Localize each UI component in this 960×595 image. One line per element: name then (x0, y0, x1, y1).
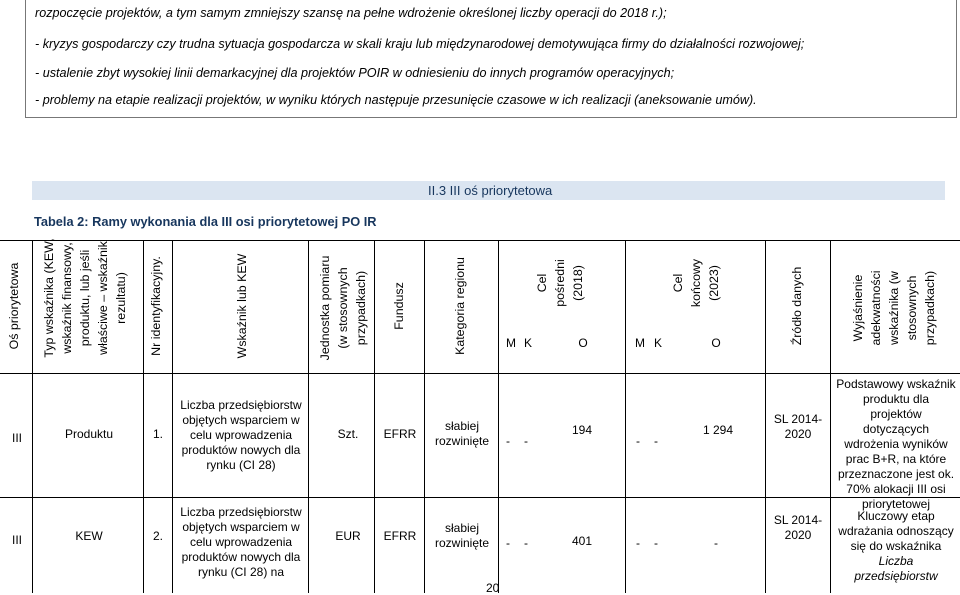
cell-ck-o: - (714, 536, 718, 550)
cell-cp-o: 401 (571, 534, 593, 548)
header-wyjasnienie: Wyjaśnienie adekwatności wskaźnika (w stosownych przypadkach) (851, 270, 937, 346)
page-number: 20 (486, 581, 500, 595)
cell-wyjasnienie (836, 509, 956, 584)
cell-kategoria: słabiej rozwinięte (434, 419, 490, 448)
header-m: M (635, 336, 645, 350)
cell-ck-o: 1 294 (702, 423, 734, 437)
cell-cp-m: - (506, 536, 510, 550)
cell-os: III (11, 533, 22, 547)
cell-cp-k: - (524, 434, 528, 448)
cell-cp-o: 194 (571, 423, 593, 437)
cell-os: III (11, 431, 22, 445)
header-zrodlo: Źródło danych (790, 266, 804, 346)
cell-typ: KEW (75, 529, 103, 543)
header-wsk: Wskaźnik lub KEW (235, 253, 249, 359)
bullet-line: - kryzys gospodarczy czy trudna sytuacja gospodarcza w skali kraju lub międzynarodowej demotywująca firmy do działalności rozwojowej; (35, 37, 805, 51)
cell-wyjasnienie: Podstawowy wskaźnik produktu dla projektów dotyczących wdrożenia wyników prac B+R, na które przeznaczone jest ok. 70% alokacji III osi priorytetowej (836, 377, 956, 511)
header-cel-posredni: Cel pośredni (2018) (535, 259, 585, 307)
cell-cp-k: - (524, 536, 528, 550)
cell-ck-m: - (636, 434, 640, 448)
cell-wyjasnienie-italic: Liczba przedsiębiorstw (854, 554, 938, 583)
cell-jednostka: EUR (335, 529, 361, 543)
cell-jednostka: Szt. (337, 427, 359, 441)
bullet-line: rozpoczęcie projektów, a tym samym zmniejszy szansę na pełne wdrożenie określonej liczby operacji do 2018 r.); (35, 6, 667, 20)
bullet-line: - ustalenie zbyt wysokiej linii demarkacyjnej dla projektów POIR w odniesieniu do innych programów operacyjnych; (35, 66, 675, 80)
section-title: II.3 III oś priorytetowa (428, 183, 553, 198)
cell-ck-k: - (654, 536, 658, 550)
header-nr: Nr identyfikacyjny. (149, 256, 163, 356)
header-cel-koncowy: Cel końcowy (2023) (671, 258, 721, 308)
cell-nr: 2. (152, 529, 163, 543)
table-caption: Tabela 2: Ramy wykonania dla III osi priorytetowej PO IR (34, 214, 377, 229)
cell-ck-m: - (636, 536, 640, 550)
cell-ck-k: - (654, 434, 658, 448)
header-m: M (506, 336, 516, 350)
cell-kategoria: słabiej rozwinięte (434, 521, 490, 550)
header-jedn: Jednostka pomiaru (w stosownych przypadkach) (318, 255, 368, 361)
cell-wskaznik: Liczba przedsiębiorstw objętych wsparciem w celu wprowadzenia produktów nowych dla rynku (CI 28) na (180, 505, 302, 579)
bullet-line: - problemy na etapie realizacji projektów, w wyniku których następuje przesunięcie czasowe w ich realizacji (aneksowanie umów). (35, 93, 757, 107)
header-fundusz: Fundusz (392, 282, 406, 330)
header-typ: Typ wskaźnika (KEW, wskaźnik finansowy, produktu, lub jeśli właściwe – wskaźnik rezultatu) (42, 238, 128, 358)
cell-fundusz: EFRR (383, 529, 417, 543)
cell-fundusz: EFRR (383, 427, 417, 441)
cell-zrodlo: SL 2014-2020 (773, 412, 823, 441)
cell-wskaznik: Liczba przedsiębiorstw objętych wsparciem w celu wprowadzenia produktów nowych dla rynku (CI 28) (180, 398, 302, 472)
cell-cp-m: - (506, 434, 510, 448)
header-o: O (711, 336, 721, 350)
header-k: K (523, 336, 532, 350)
header-k: K (653, 336, 662, 350)
cell-typ: Produktu (64, 427, 114, 441)
header-os: Oś priorytetowa (7, 262, 21, 350)
cell-wyjasnienie-text: Kluczowy etap wdrażania odnoszący się do wskaźnika (838, 509, 954, 553)
header-kat: Kategoria regionu (453, 257, 467, 355)
text-box (25, 0, 957, 118)
cell-zrodlo: SL 2014-2020 (773, 513, 823, 542)
header-o: O (578, 336, 588, 350)
cell-nr: 1. (152, 427, 163, 441)
